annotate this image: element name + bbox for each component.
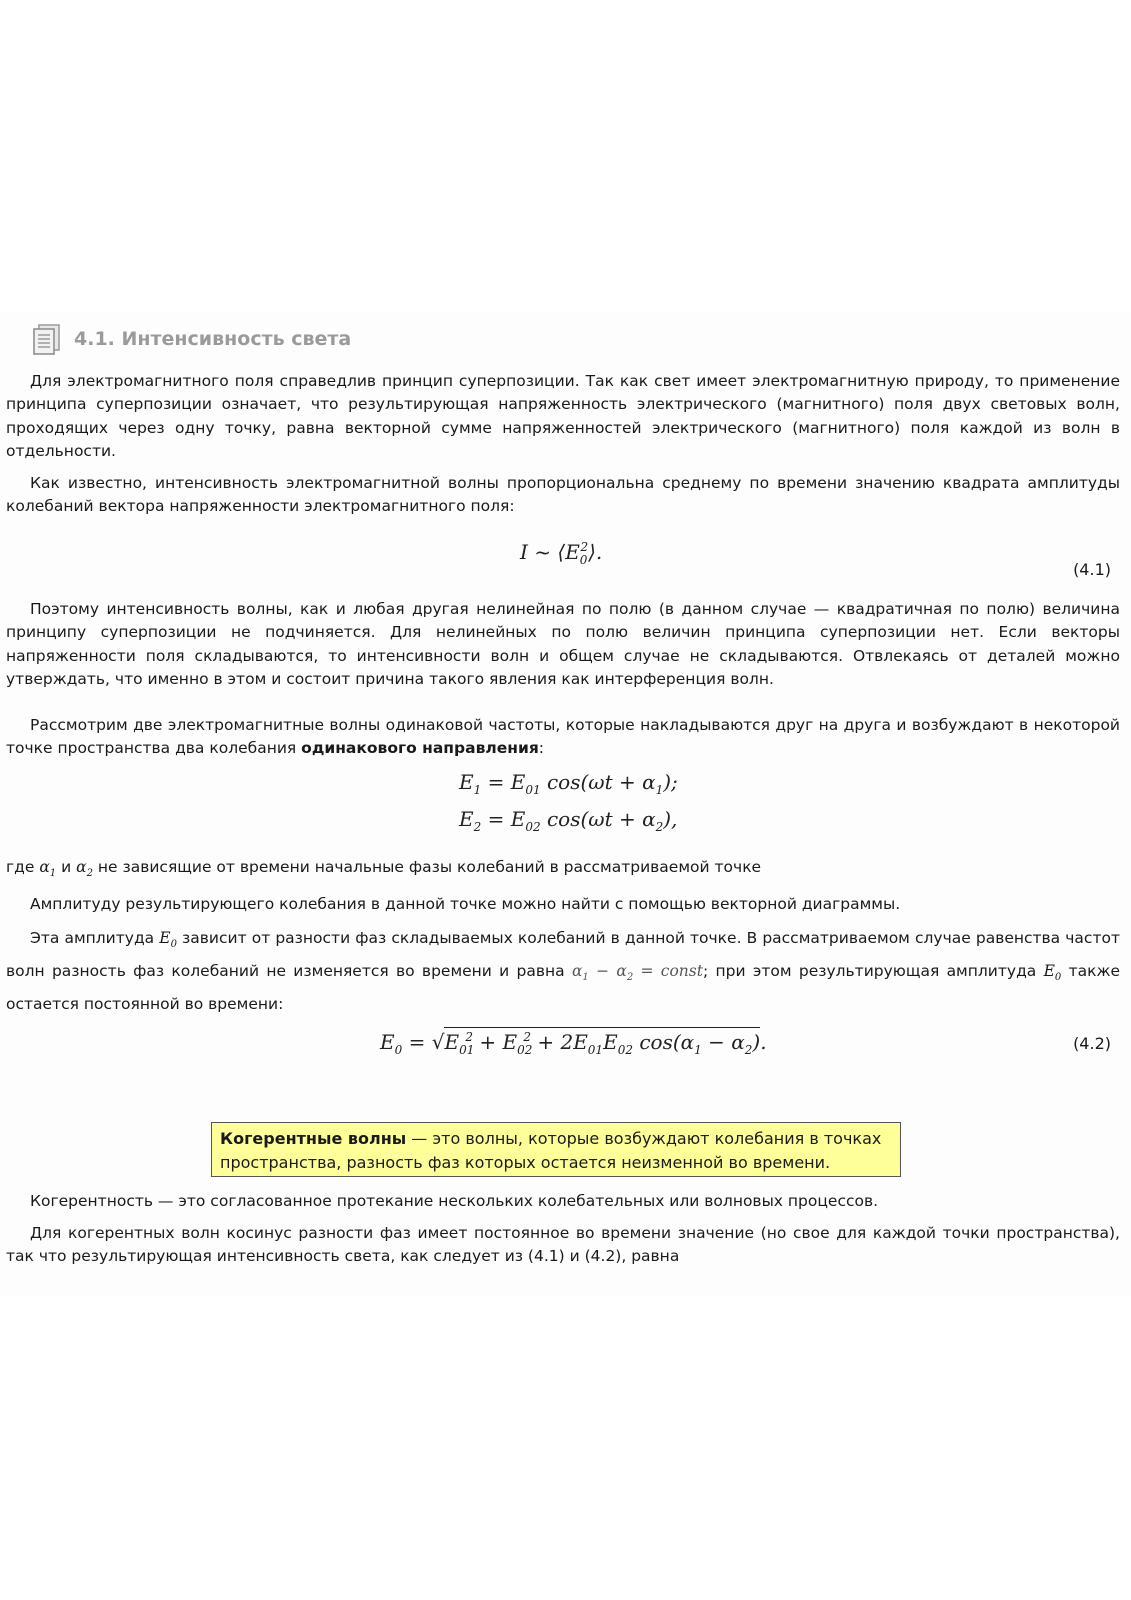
section-title: 4.1. Интенсивность света [74,328,352,350]
equation-label-4-2: (4.2) [1073,1034,1111,1053]
bold-same-direction: одинакового направления [301,739,539,758]
document-icon [30,322,64,356]
equation-label-4-1: (4.1) [1073,560,1111,579]
paragraph-two-waves: Рассмотрим две электромагнитные волны одинаковой частоты, которые накладываются друг на друга и возбуждают в некоторой точке пространства два колебания одинакового направления: [6,716,1120,758]
formula-4-2: $E_0 = √E_{01}^2 + E_{02}^2 + 2E_{01}E_{02}$ $\cos(\alpha_1 - \alpha_2)$. [380,1030,767,1057]
paragraph-intensity: Как известно, интенсивность электромагнитной волны пропорциональна среднему по времени значению квадрата амплитуды колебаний вектора напряженности электромагнитного поля: [6,474,1120,516]
paragraph-coherent-intensity: Для когерентных волн косинус разности фаз имеет постоянное во времени значение (но свое для каждой точки пространства), так что результирующая интенсивность света, как следует из (4.1) и (4.2), равна [6,1224,1120,1266]
section-heading [30,322,351,356]
formula-e1: $E_1 = E_{01}$ $\cos(\omega t + \alpha_1)$; [459,770,678,797]
paragraph-coherence: Когерентность — это согласованное протекание нескольких колебательных или волновых процессов. [30,1192,879,1210]
paragraph-phases: где $\alpha_1$ и $\alpha_2$ не зависящие от времени начальные фазы колебаний в рассматриваемой точке [6,858,762,880]
paragraph-vector-diagram: Амплитуду результирующего колебания в данной точке можно найти с помощью векторной диаграммы. [30,895,901,913]
formula-e2: $E_2 = E_{02}$ $\cos(\omega t + \alpha_2)$, [459,807,678,834]
paragraph-superposition: Для электромагнитного поля справедлив принцип суперпозиции. Так как свет имеет электромагнитную природу, то применение принципа суперпозиции означает, что результирующая напряженность электрического (магнитного) поля двух световых волн, проходящих через одну точку, равна векторной сумме напряженностей электрического (магнитного) поля каждой из волн в отдельности. [6,372,1120,460]
definition-term: Когерентные волны [220,1129,407,1148]
formula-4-1: I ~ $⟨E_0^2⟩$. [520,540,603,567]
paragraph-nonlinear: Поэтому интенсивность волны, как и любая другая нелинейная по полю (в данном случае — квадратичная по полю) величина принципу суперпозиции не подчиняется. Для нелинейных по полю величин принципа суперпозиции нет. Если векторы напряженности поля складываются, то интенсивности волн и общем случае не складываются. Отвлекаясь от деталей можно утверждать, что именно в этом и состоит причина такого явления как интерференция волн. [6,600,1120,688]
paragraph-amplitude: Эта амплитуда $E_0$ зависит от разности фаз складываемых колебаний в данной точке. В рассматриваемом случае равенства частот волн разность фаз колебаний не изменяется во времени и равна $\alpha_1 - \alpha_2$ = const; при этом результирующая амплитуда $E_0$ также остается постоянной во времени: [6,929,1120,1014]
definition-box-coherent-waves: Когерентные волны — это волны, которые возбуждают колебания в точках пространства, разность фаз которых остается неизменной во времени. [211,1122,901,1177]
